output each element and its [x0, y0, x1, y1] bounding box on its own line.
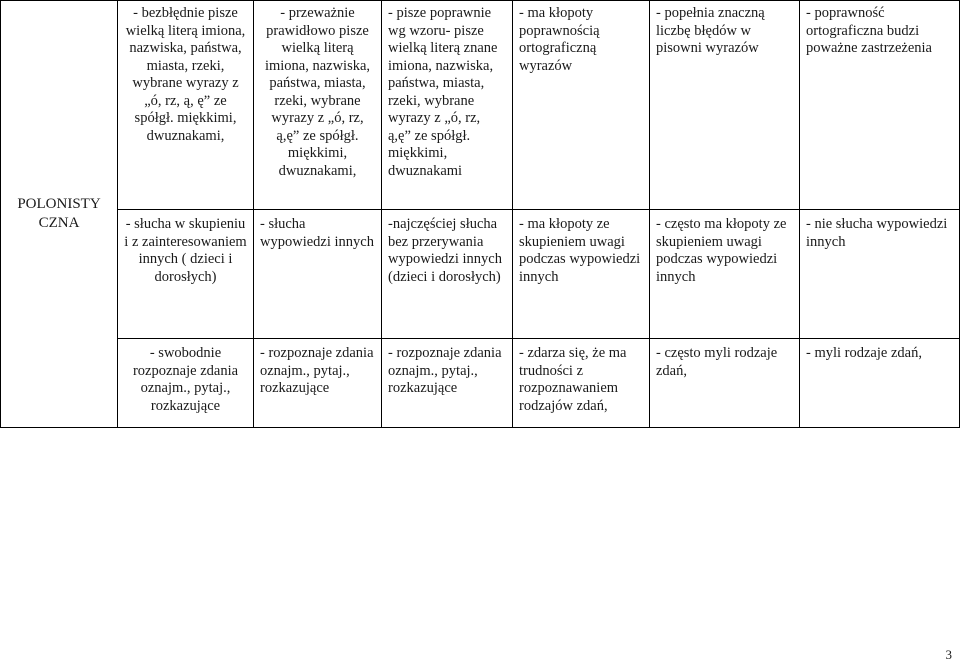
table-cell: - przeważnie prawidłowo pisze wielką literą imiona, nazwiska, państwa, miasta, rzeki, wybrane wyrazy z „ó, rz, ą,ę” ze spółgł. miękkimi, dwuznakami, — [254, 1, 382, 210]
table-cell: - zdarza się, że ma trudności z rozpoznawaniem rodzajów zdań, — [513, 339, 650, 428]
table-cell: - bezbłędnie pisze wielką literą imiona, nazwiska, państwa, miasta, rzeki, wybrane wyrazy z „ó, rz, ą, ę” ze spółgł. miękkimi, dwuznakami, — [118, 1, 254, 210]
table-cell: - rozpoznaje zdania oznajm., pytaj., rozkazujące — [382, 339, 513, 428]
table-row — [1, 339, 960, 428]
table-cell: - często myli rodzaje zdań, — [650, 339, 800, 428]
table-cell: - myli rodzaje zdań, — [800, 339, 960, 428]
table-cell: - ma kłopoty poprawnością ortograficzną wyrazów — [513, 1, 650, 210]
page-number: 3 — [945, 647, 952, 662]
table-cell: - rozpoznaje zdania oznajm., pytaj., rozkazujące — [254, 339, 382, 428]
table-cell: -najczęściej słucha bez przerywania wypowiedzi innych (dzieci i dorosłych) — [382, 210, 513, 339]
table-cell: - swobodnie rozpoznaje zdania oznajm., pytaj., rozkazujące — [118, 339, 254, 428]
table-row — [1, 1, 960, 210]
table-cell: - pisze poprawnie wg wzoru- pisze wielką literą znane imiona, nazwiska, państwa, miasta, rzeki, wybrane wyrazy z „ó, rz, ą,ę” ze spółgł. miękkimi, dwuznakami — [382, 1, 513, 210]
table-cell: - poprawność ortograficzna budzi poważne zastrzeżenia — [800, 1, 960, 210]
table-cell: - słucha w skupieniu i z zainteresowaniem innych ( dzieci i dorosłych) — [118, 210, 254, 339]
table-cell: - ma kłopoty ze skupieniem uwagi podczas wypowiedzi innych — [513, 210, 650, 339]
table-cell: - popełnia znaczną liczbę błędów w pisowni wyrazów — [650, 1, 800, 210]
table-cell: - nie słucha wypowiedzi innych — [800, 210, 960, 339]
subject-cell: POLONISTY CZNA — [1, 1, 118, 428]
table-cell: - często ma kłopoty ze skupieniem uwagi podczas wypowiedzi innych — [650, 210, 800, 339]
table-row — [1, 210, 960, 339]
table-cell: - słucha wypowiedzi innych — [254, 210, 382, 339]
